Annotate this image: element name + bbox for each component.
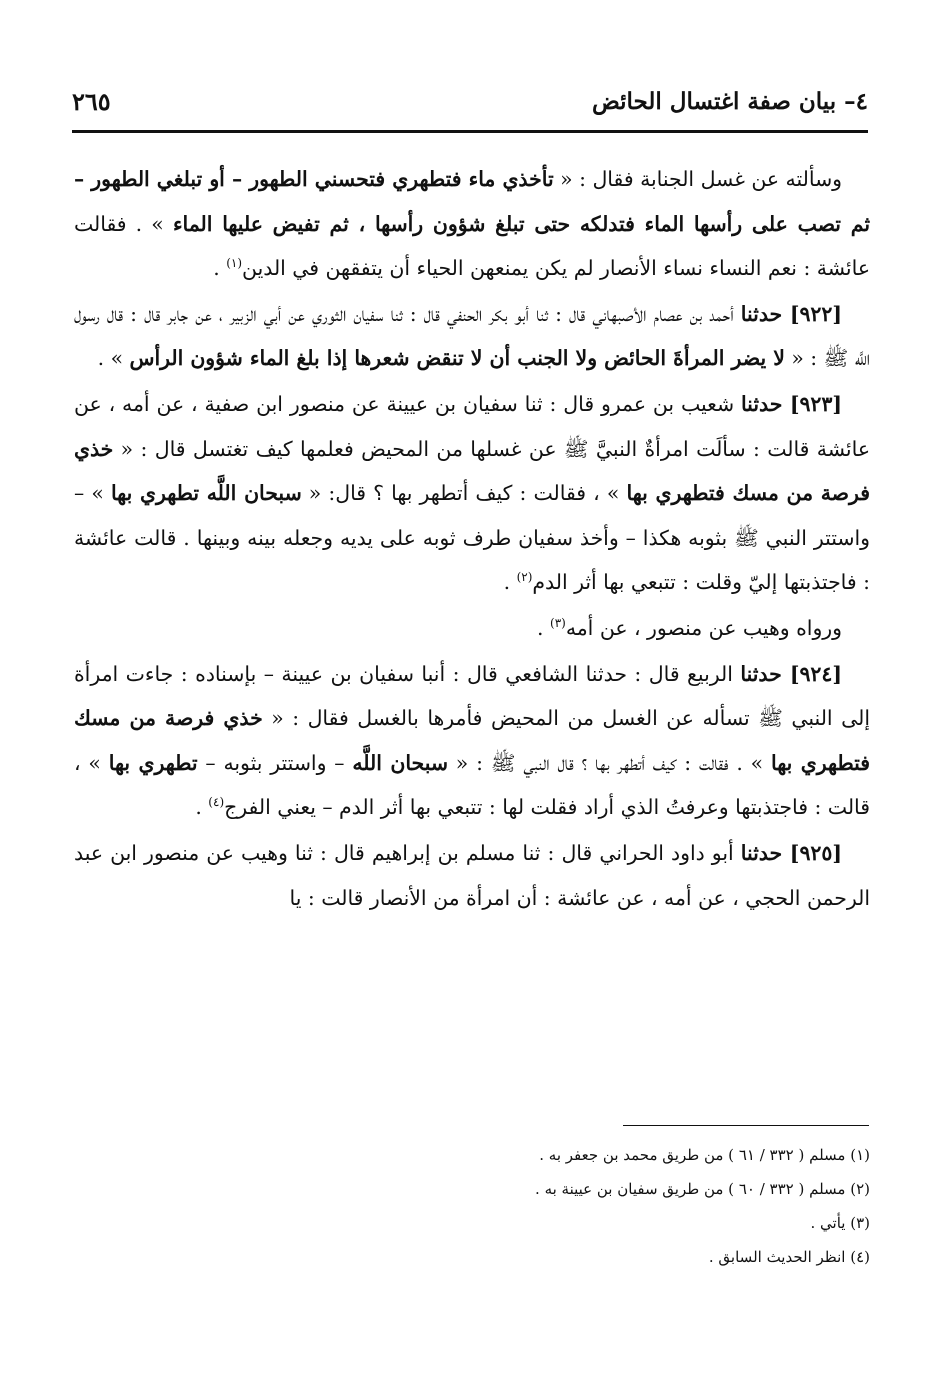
text-run: الربيع قال : حدثنا الشافعي قال : أنبا سفيان بن عيينة – بإسناده : جاءت امرأة إلى النبي ﷺ تسأله عن الغسل من المحيض فأمرها بالغسل فقال : « bbox=[74, 661, 870, 731]
text-run: » ، قالت : فاجتذبتها وعرفتُ الذي أراد فقلت لها : تتبعي بها أثر الدم – يعني الفرج bbox=[74, 750, 870, 820]
bold-text: سبحان اللَّه تطهري بها bbox=[110, 481, 302, 506]
text-run: وسألته عن غسل الجنابة فقال : « bbox=[553, 167, 842, 191]
chapter-title: ٤– بيان صفة اغتسال الحائض bbox=[591, 87, 868, 115]
hadith-923-note bbox=[74, 605, 870, 651]
text-run: . bbox=[195, 795, 209, 820]
text-run: » . فقالت : كيف أتطهر بها ؟ قال النبي ﷺ : « bbox=[447, 750, 772, 775]
bold-text: [٩٢٢] حدثنا bbox=[740, 301, 842, 326]
bold-text: خذي فرصة من مسك فتطهري بها bbox=[74, 436, 870, 506]
text-run: . bbox=[503, 570, 517, 595]
hadith-924 bbox=[74, 651, 870, 830]
bold-text: [٩٢٥] حدثنا bbox=[740, 840, 842, 865]
hadith-922 bbox=[74, 291, 870, 381]
text-run: شعيب بن عمرو قال : ثنا سفيان بن عيينة عن منصور ابن صفية ، عن أمه ، عن عائشة قالت : سألَت امرأةٌ النبيَّ ﷺ عن غسلها من المحيض فعلمها كيف تغتسل قال : « bbox=[74, 391, 870, 461]
footnote-marker: (٢) bbox=[516, 570, 533, 585]
bold-text: خذي فرصة من مسك فتطهري بها bbox=[74, 706, 871, 775]
hadith-925 bbox=[74, 830, 870, 920]
bold-text: تأخذي ماء فتطهري فتحسني الطهور – أو تبلغي الطهور – ثم تصب على رأسها الماء فتدلكه حتى تبلغ شؤون رأسها ، ثم تفيض عليها الماء bbox=[74, 167, 870, 236]
text-run: أبو داود الحراني قال : ثنا مسلم بن إبراهيم قال : ثنا وهيب عن منصور ابن عبد الرحمن الحجي ، عن أمه ، عن عائشة : أن امرأة من الأنصار قالت : يا bbox=[74, 840, 870, 910]
bold-text: [٩٢٤] حدثنا bbox=[740, 661, 842, 686]
footnote-4: (٤) انظر الحديث السابق . bbox=[708, 1248, 870, 1266]
footnote-divider bbox=[623, 1125, 869, 1126]
text-run: – واستتر بثوبه – bbox=[197, 750, 353, 775]
footnote-marker: (٤) bbox=[208, 795, 225, 810]
text-run: . bbox=[213, 256, 227, 281]
bold-text: سبحان اللَّه bbox=[352, 750, 448, 775]
text-run: أحمد بن عصام الأصبهاني قال : ثنا أبو بكر الحنفي قال : ثنا سفيان الثوري عن أبي الزبير ، عن جابر قال : قال رسول اللَّه ﷺ : « bbox=[74, 301, 870, 371]
footnote-marker: (١) bbox=[226, 256, 243, 271]
hadith-923 bbox=[74, 381, 870, 605]
text-run: » – واستتر النبي ﷺ بثوبه هكذا – وأخذ سفيان طرف ثوبه على يديه وجعله بينه وبينها . قالت عائشة : فاجتذبتها إليّ وقلت : تتبعي بها أثر الدم bbox=[74, 481, 870, 595]
text-run: » ، فقالت : كيف أتطهر بها ؟ قال: « bbox=[301, 481, 627, 506]
text-run: » . فقالت عائشة : نعم النساء نساء الأنصار لم يكن يمنعهن الحياء أن يتفقهن في الدين bbox=[74, 211, 870, 281]
main-text bbox=[74, 156, 870, 920]
text-run: . bbox=[537, 615, 550, 640]
footnote-1: (١) مسلم ( ٣٣٢ / ٦١ ) من طريق محمد بن جعفر به . bbox=[539, 1146, 870, 1164]
text-run: » . bbox=[97, 346, 130, 371]
page-header bbox=[72, 78, 868, 133]
footnote-3: (٣) يأتي . bbox=[810, 1214, 870, 1232]
bold-text: تطهري بها bbox=[108, 750, 198, 775]
paragraph-intro bbox=[74, 156, 870, 291]
footnote-marker: (٣) bbox=[550, 616, 566, 631]
footnotes bbox=[74, 1138, 870, 1274]
footnote-2: (٢) مسلم ( ٣٣٢ / ٦٠ ) من طريق سفيان بن عيينة به . bbox=[535, 1180, 870, 1198]
bold-text: لا يضر المرأةَ الحائض ولا الجنب أن لا تنقض شعرها إذا بلغ الماء شؤون الرأس bbox=[129, 346, 785, 371]
page-number: ٢٦٥ bbox=[72, 86, 111, 116]
text-run: ورواه وهيب عن منصور ، عن أمه bbox=[565, 615, 842, 640]
bold-text: [٩٢٣] حدثنا bbox=[740, 391, 842, 416]
